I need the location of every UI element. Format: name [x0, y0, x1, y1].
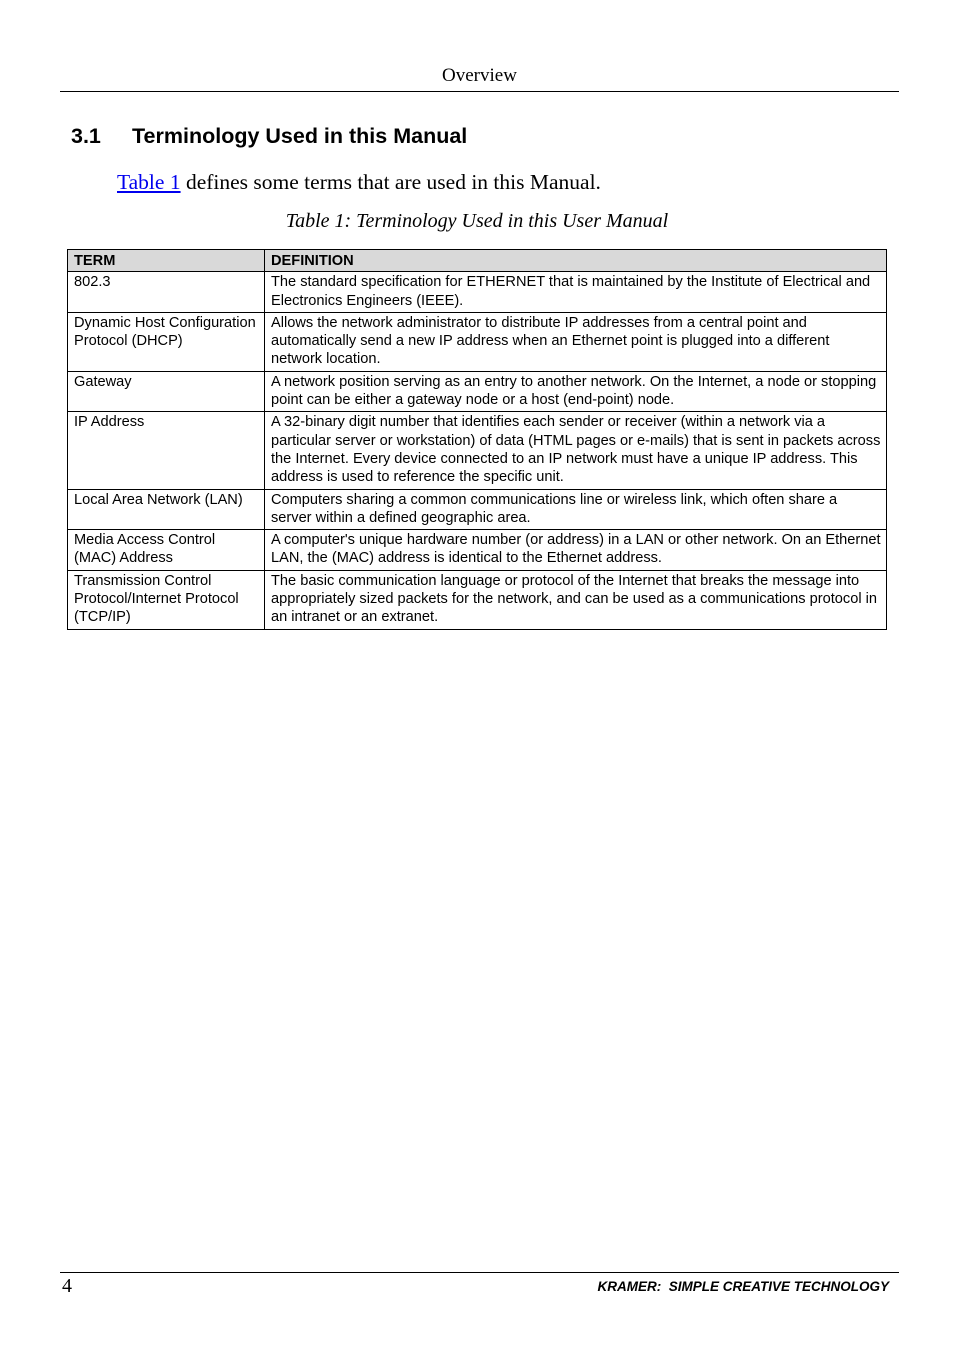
- terminology-table: [67, 249, 887, 630]
- table-row: [68, 371, 887, 412]
- table-header-row: [68, 250, 887, 272]
- table-caption: Table 1: Terminology Used in this User Manual: [285, 210, 669, 232]
- table-row: [68, 412, 887, 489]
- term-cell: Gateway: [68, 371, 265, 412]
- table-row: [68, 312, 887, 371]
- intro-paragraph: [117, 170, 601, 195]
- definition-cell: The basic communication language or protocol of the Internet that breaks the message into appropriately sized packets for the network, and can be used as a communications protocol in an intranet or an extranet.: [265, 570, 887, 629]
- table-row: [68, 489, 887, 530]
- intro-text: defines some terms that are used in this Manual.: [180, 170, 601, 194]
- term-cell: IP Address: [68, 412, 265, 489]
- definition-cell: A computer's unique hardware number (or address) in a LAN or other network. On an Ethernet LAN, the (MAC) address is identical to the Ethernet address.: [265, 530, 887, 571]
- section-heading: [71, 124, 467, 149]
- column-header-definition: DEFINITION: [265, 250, 887, 272]
- term-cell: Local Area Network (LAN): [68, 489, 265, 530]
- page-header: [60, 62, 899, 92]
- page-footer: [60, 1272, 899, 1303]
- footer-brand: KRAMER: SIMPLE CREATIVE TECHNOLOGY: [597, 1279, 889, 1294]
- definition-cell: Allows the network administrator to distribute IP addresses from a central point and automatically send a new IP address when an Ethernet point is plugged into a different network location.: [265, 312, 887, 371]
- table-row: [68, 272, 887, 313]
- term-cell: Dynamic Host Configuration Protocol (DHCP): [68, 312, 265, 371]
- definition-cell: A 32-binary digit number that identifies each sender or receiver (within a network via a particular server or workstation) of data (HTML pages or e-mails) that is sent in packets across the Internet. Every device connected to an IP network must have a unique IP address. This address is used to reference the specific unit.: [265, 412, 887, 489]
- term-cell: 802.3: [68, 272, 265, 313]
- definition-cell: The standard specification for ETHERNET that is maintained by the Institute of Electrical and Electronics Engineers (IEEE).: [265, 272, 887, 313]
- section-number: 3.1: [71, 124, 101, 148]
- page-number: 4: [62, 1275, 72, 1297]
- definition-cell: A network position serving as an entry to another network. On the Internet, a node or stopping point can be either a gateway node or a host (end-point) node.: [265, 371, 887, 412]
- header-title: Overview: [442, 65, 517, 86]
- term-cell: Media Access Control (MAC) Address: [68, 530, 265, 571]
- table-row: [68, 570, 887, 629]
- column-header-term: TERM: [68, 250, 265, 272]
- definition-cell: Computers sharing a common communications line or wireless link, which often share a server within a defined geographic area.: [265, 489, 887, 530]
- section-title: Terminology Used in this Manual: [132, 124, 468, 148]
- term-cell: Transmission Control Protocol/Internet Protocol (TCP/IP): [68, 570, 265, 629]
- table-reference-link[interactable]: Table 1: [117, 170, 181, 194]
- table-row: [68, 530, 887, 571]
